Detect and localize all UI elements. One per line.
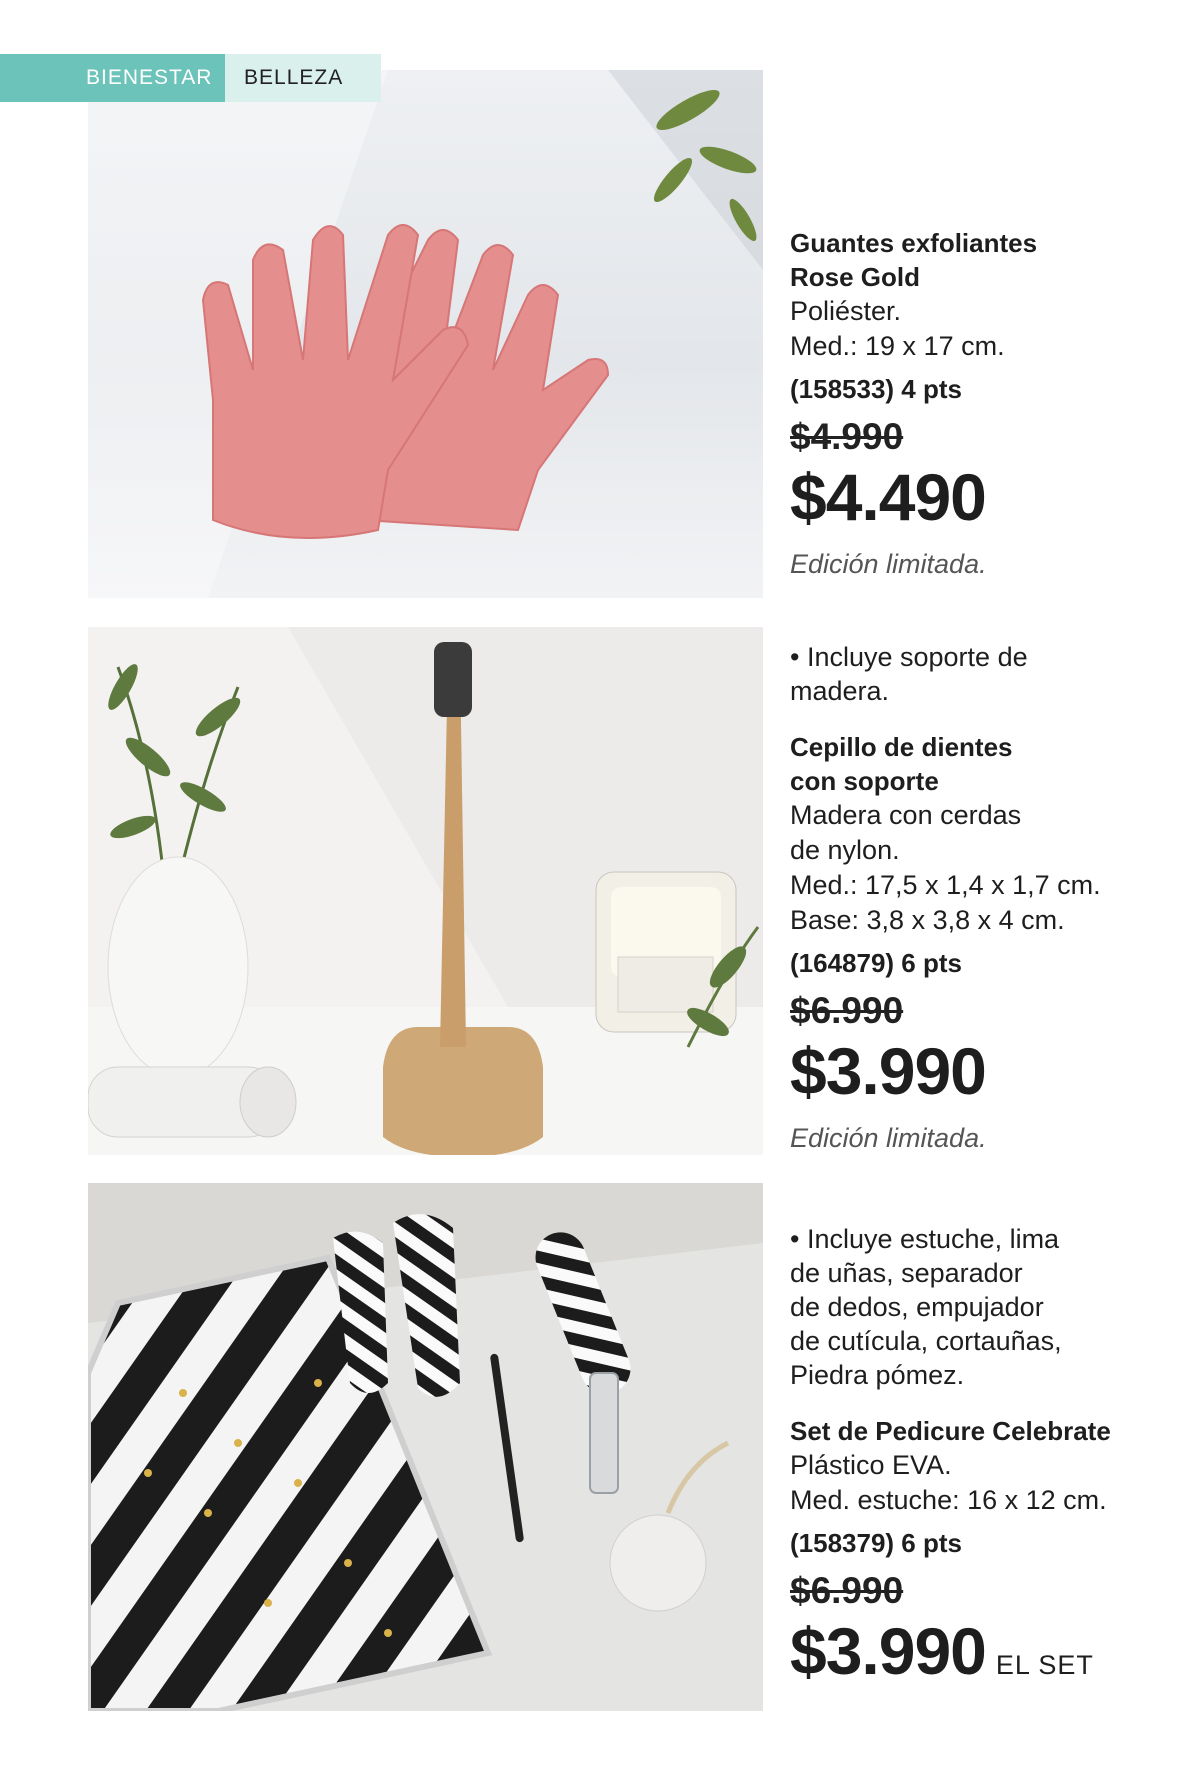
category-tabs	[0, 54, 381, 102]
old-price: $4.990	[790, 416, 904, 457]
product-code: (158379) 6 pts	[790, 1528, 962, 1558]
limited-edition-note: Edición limitada.	[790, 549, 987, 579]
product-card-gloves	[790, 226, 1190, 582]
product-base-size: Base: 3,8 x 3,8 x 4 cm.	[790, 905, 1065, 935]
old-price: $6.990	[790, 1570, 904, 1611]
limited-edition-note: Edición limitada.	[790, 1123, 987, 1153]
product-name: con soporte	[790, 766, 939, 796]
product-size: Med. estuche: 16 x 12 cm.	[790, 1485, 1107, 1515]
product-feature: • Incluye soporte de madera.	[790, 642, 1028, 706]
product-material: Plástico EVA.	[790, 1450, 952, 1480]
exfoliating-gloves-photo	[88, 70, 763, 598]
product-material: Poliéster.	[790, 296, 902, 326]
product-name: Guantes exfoliantes	[790, 228, 1038, 258]
product-code: (158533) 4 pts	[790, 374, 962, 404]
price: $3.990	[790, 1614, 986, 1688]
product-name: Cepillo de dientes	[790, 732, 1013, 762]
product-size: Med.: 17,5 x 1,4 x 1,7 cm.	[790, 870, 1101, 900]
price-row	[790, 1614, 1190, 1702]
old-price: $6.990	[790, 990, 904, 1031]
toothbrush-photo	[88, 627, 763, 1155]
price: $4.490	[790, 460, 986, 534]
product-card-toothbrush	[790, 640, 1190, 1156]
tab-belleza[interactable]: BELLEZA	[225, 54, 381, 102]
product-card-pedicure-set	[790, 1222, 1190, 1702]
product-code: (164879) 6 pts	[790, 948, 962, 978]
product-material: Madera con cerdas	[790, 800, 1022, 830]
price: $3.990	[790, 1034, 986, 1108]
product-name: Set de Pedicure Celebrate	[790, 1416, 1111, 1446]
product-feature: • Incluye estuche, lima de uñas, separador de dedos, empujador de cutícula, cortauñas, Piedra pómez.	[790, 1224, 1062, 1390]
tab-bienestar[interactable]: BIENESTAR	[0, 54, 225, 102]
product-name: Rose Gold	[790, 262, 921, 292]
product-material: de nylon.	[790, 835, 900, 865]
product-size: Med.: 19 x 17 cm.	[790, 331, 1005, 361]
pedicure-set-photo	[88, 1183, 763, 1711]
price-suffix: EL SET	[995, 1650, 1094, 1680]
